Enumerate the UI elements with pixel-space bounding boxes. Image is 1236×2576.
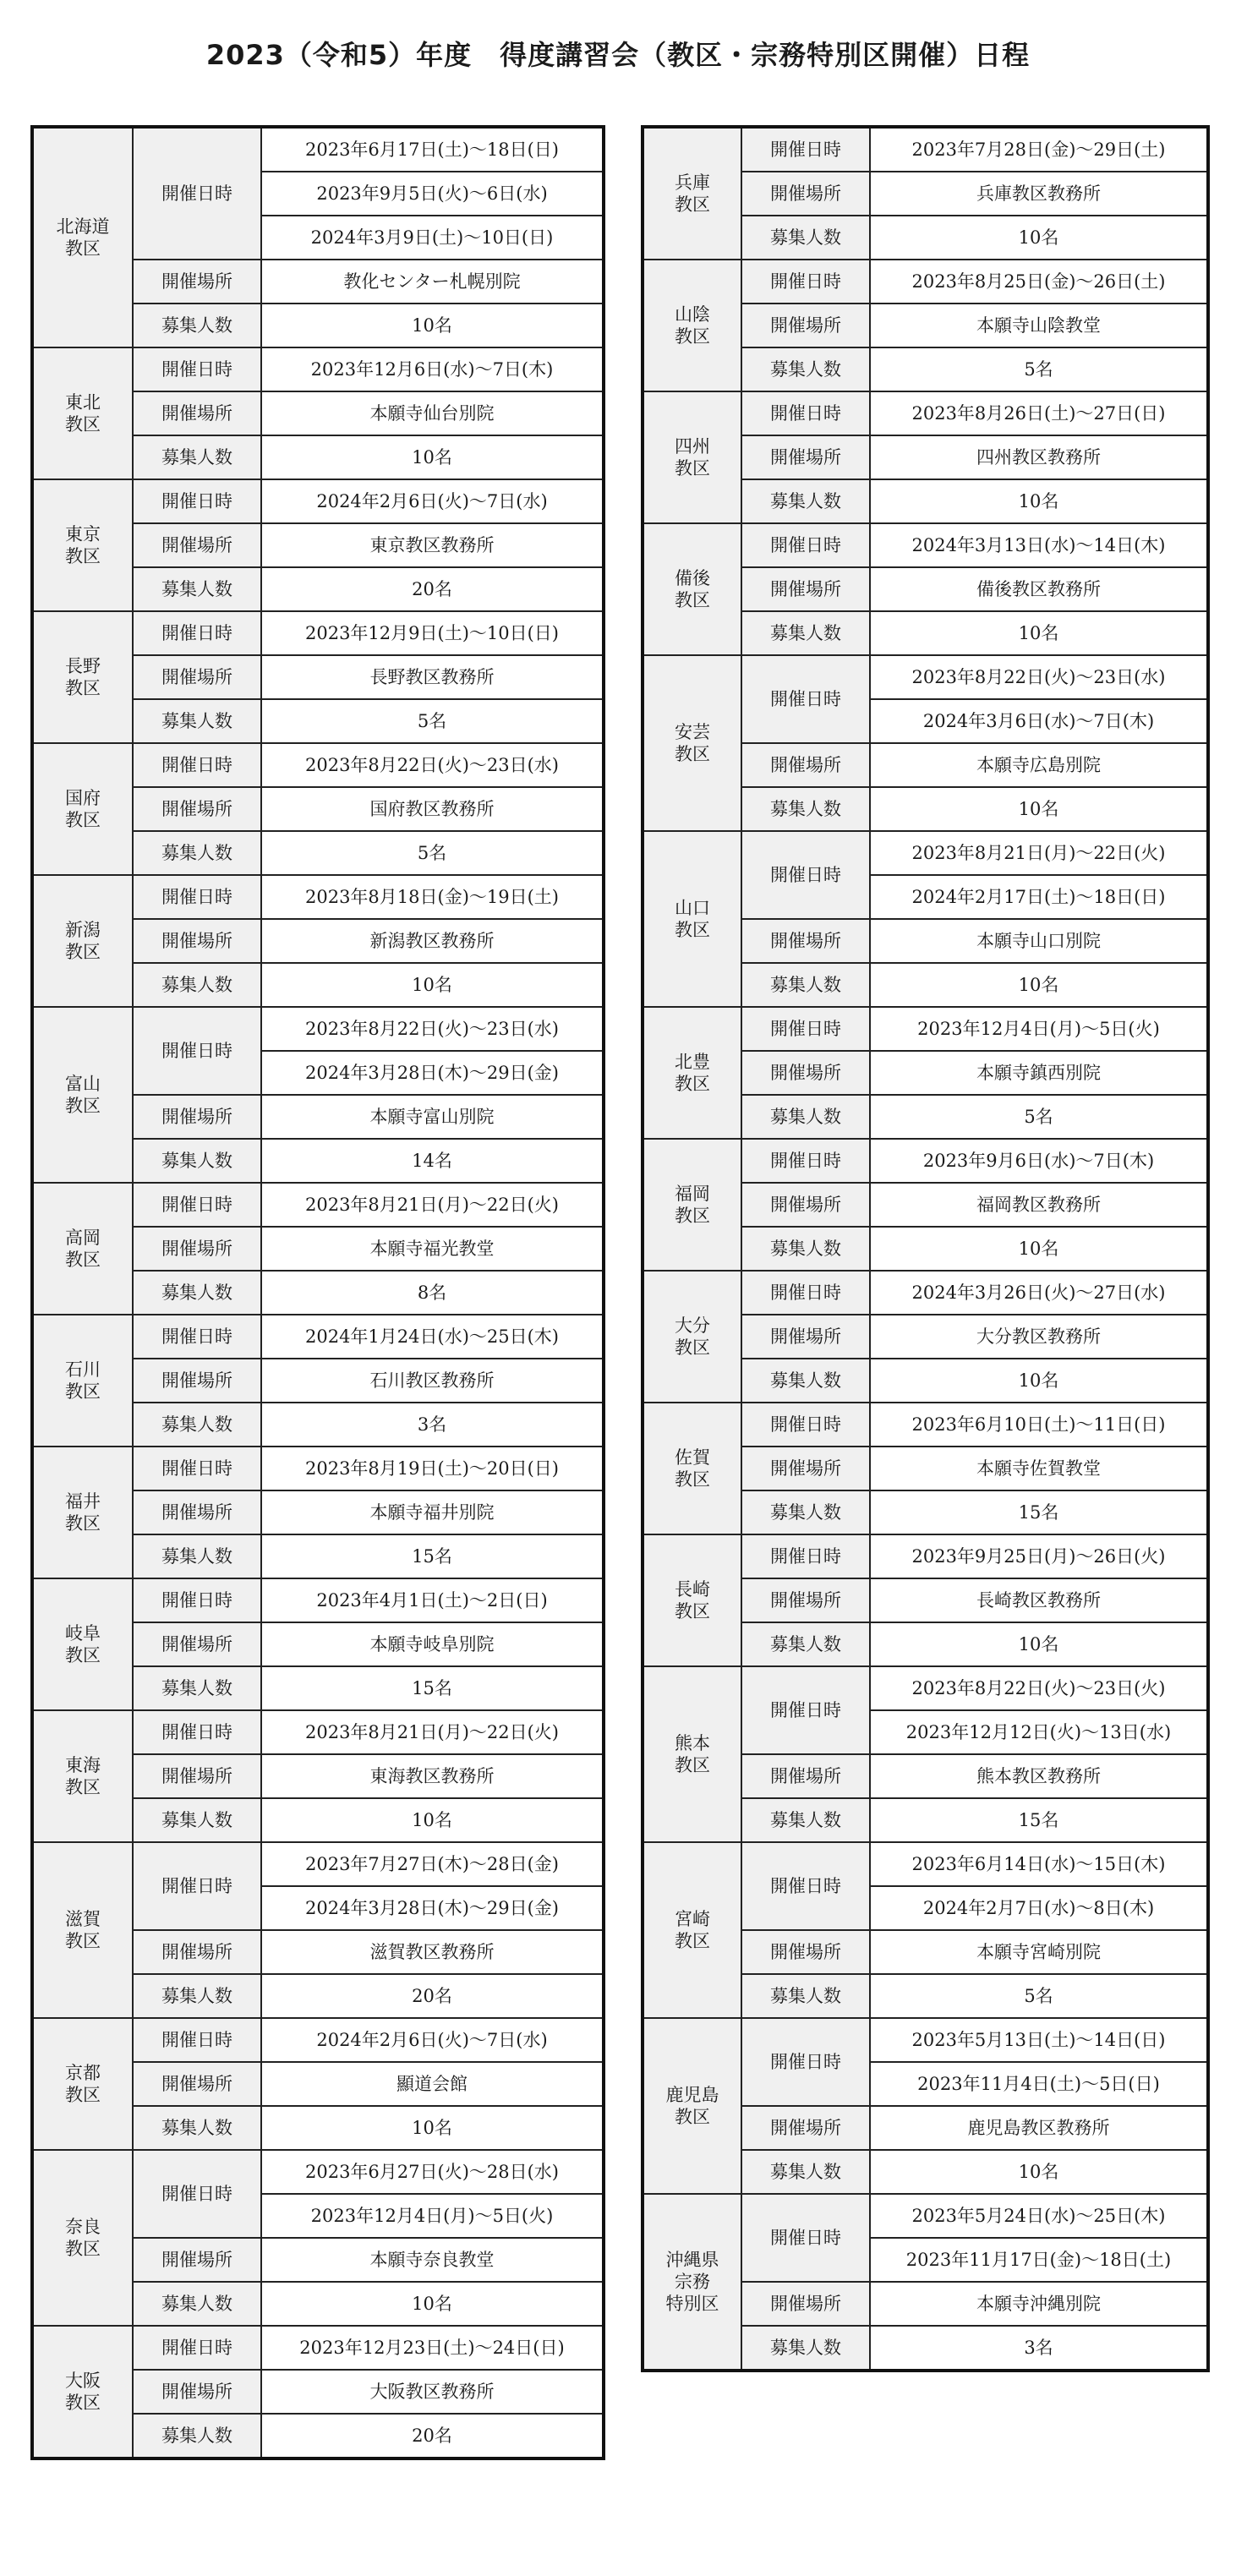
date-value-cell: 2023年8月22日(火)～23日(水) [261, 743, 604, 787]
date-label-cell: 開催日時 [133, 1007, 261, 1095]
district-name-cell: 滋賀 教区 [32, 1842, 133, 2018]
date-label-cell: 開催日時 [741, 2018, 870, 2106]
schedule-table-right [641, 125, 1210, 2372]
venue-value-cell: 長野教区教務所 [261, 655, 604, 699]
capacity-label-cell: 募集人数 [741, 787, 870, 831]
district-name-cell: 石川 教区 [32, 1315, 133, 1447]
date-label-cell: 開催日時 [133, 2018, 261, 2062]
district-name-cell: 高岡 教区 [32, 1183, 133, 1315]
capacity-value-cell: 10名 [261, 2106, 604, 2150]
date-value-cell: 2023年7月28日(金)～29日(土) [870, 127, 1208, 172]
date-value-cell: 2023年8月22日(火)～23日(水) [870, 655, 1208, 699]
date-label-cell: 開催日時 [133, 1710, 261, 1754]
venue-label-cell: 開催場所 [741, 1754, 870, 1798]
venue-label-cell: 開催場所 [133, 655, 261, 699]
capacity-label-cell: 募集人数 [741, 347, 870, 391]
venue-value-cell: 大分教区教務所 [870, 1315, 1208, 1359]
date-label-cell: 開催日時 [741, 2194, 870, 2282]
capacity-label-cell: 募集人数 [741, 1490, 870, 1534]
venue-value-cell: 顯道会館 [261, 2062, 604, 2106]
venue-value-cell: 本願寺佐賀教堂 [870, 1447, 1208, 1490]
capacity-value-cell: 10名 [261, 963, 604, 1007]
date-label-cell: 開催日時 [133, 2326, 261, 2370]
capacity-label-cell: 募集人数 [133, 2282, 261, 2326]
capacity-value-cell: 10名 [261, 1798, 604, 1842]
venue-label-cell: 開催場所 [133, 1095, 261, 1139]
venue-label-cell: 開催場所 [741, 2106, 870, 2150]
venue-label-cell: 開催場所 [133, 787, 261, 831]
table-row [32, 2150, 604, 2194]
venue-value-cell: 滋賀教区教務所 [261, 1930, 604, 1974]
right-schedule-column [641, 125, 1210, 2372]
capacity-value-cell: 20名 [261, 567, 604, 611]
table-row [32, 1842, 604, 1886]
district-name-cell: 東京 教区 [32, 479, 133, 611]
table-row [32, 2018, 604, 2062]
venue-value-cell: 国府教区教務所 [261, 787, 604, 831]
capacity-value-cell: 3名 [870, 2326, 1208, 2371]
date-value-cell: 2024年2月17日(土)～18日(日) [870, 875, 1208, 919]
venue-label-cell: 開催場所 [133, 2062, 261, 2106]
date-value-cell: 2023年8月21日(月)～22日(火) [261, 1183, 604, 1227]
date-value-cell: 2023年8月18日(金)～19日(土) [261, 875, 604, 919]
venue-value-cell: 長崎教区教務所 [870, 1578, 1208, 1622]
table-row [643, 1842, 1208, 1886]
capacity-value-cell: 3名 [261, 1403, 604, 1447]
capacity-label-cell: 募集人数 [741, 1095, 870, 1139]
table-row [32, 347, 604, 391]
capacity-label-cell: 募集人数 [133, 699, 261, 743]
venue-label-cell: 開催場所 [133, 260, 261, 304]
capacity-value-cell: 15名 [261, 1666, 604, 1710]
date-value-cell: 2023年12月12日(火)～13日(水) [870, 1710, 1208, 1754]
district-name-cell: 奈良 教区 [32, 2150, 133, 2326]
capacity-value-cell: 10名 [870, 787, 1208, 831]
capacity-label-cell: 募集人数 [133, 831, 261, 875]
venue-label-cell: 開催場所 [741, 1315, 870, 1359]
district-name-cell: 岐阜 教区 [32, 1578, 133, 1710]
table-row [643, 2194, 1208, 2238]
date-value-cell: 2023年5月13日(土)～14日(日) [870, 2018, 1208, 2062]
venue-value-cell: 本願寺岐阜別院 [261, 1622, 604, 1666]
venue-value-cell: 本願寺奈良教堂 [261, 2238, 604, 2282]
date-label-cell: 開催日時 [133, 611, 261, 655]
date-value-cell: 2023年6月14日(水)～15日(木) [870, 1842, 1208, 1886]
table-row [32, 1315, 604, 1359]
date-value-cell: 2023年8月21日(月)～22日(火) [261, 1710, 604, 1754]
capacity-label-cell: 募集人数 [741, 1622, 870, 1666]
capacity-label-cell: 募集人数 [741, 1974, 870, 2018]
capacity-label-cell: 募集人数 [133, 1974, 261, 2018]
district-name-cell: 富山 教区 [32, 1007, 133, 1183]
capacity-label-cell: 募集人数 [741, 2150, 870, 2194]
date-value-cell: 2023年8月22日(火)～23日(火) [870, 1666, 1208, 1710]
venue-label-cell: 開催場所 [133, 1227, 261, 1271]
venue-label-cell: 開催場所 [741, 1578, 870, 1622]
capacity-value-cell: 5名 [261, 831, 604, 875]
date-label-cell: 開催日時 [741, 391, 870, 435]
capacity-value-cell: 10名 [261, 2282, 604, 2326]
venue-label-cell: 開催場所 [741, 172, 870, 216]
date-label-cell: 開催日時 [741, 1139, 870, 1183]
capacity-label-cell: 募集人数 [741, 1227, 870, 1271]
date-value-cell: 2023年7月27日(木)～28日(金) [261, 1842, 604, 1886]
date-value-cell: 2023年6月17日(土)～18日(日) [261, 127, 604, 172]
table-row [32, 1578, 604, 1622]
venue-label-cell: 開催場所 [133, 523, 261, 567]
venue-label-cell: 開催場所 [133, 1930, 261, 1974]
table-row [32, 875, 604, 919]
date-label-cell: 開催日時 [133, 875, 261, 919]
date-label-cell: 開催日時 [741, 831, 870, 919]
capacity-label-cell: 募集人数 [741, 479, 870, 523]
date-label-cell: 開催日時 [133, 743, 261, 787]
venue-value-cell: 福岡教区教務所 [870, 1183, 1208, 1227]
venue-label-cell: 開催場所 [133, 1490, 261, 1534]
date-value-cell: 2023年9月5日(火)～6日(水) [261, 172, 604, 216]
venue-value-cell: 本願寺鎮西別院 [870, 1051, 1208, 1095]
table-row [643, 655, 1208, 699]
district-name-cell: 長崎 教区 [643, 1534, 741, 1666]
date-value-cell: 2023年8月26日(土)～27日(日) [870, 391, 1208, 435]
district-name-cell: 京都 教区 [32, 2018, 133, 2150]
date-label-cell: 開催日時 [133, 1842, 261, 1930]
table-row [643, 260, 1208, 304]
schedule-table-left [30, 125, 605, 2460]
venue-label-cell: 開催場所 [741, 435, 870, 479]
capacity-label-cell: 募集人数 [741, 963, 870, 1007]
venue-value-cell: 本願寺山口別院 [870, 919, 1208, 963]
venue-value-cell: 本願寺福光教堂 [261, 1227, 604, 1271]
date-value-cell: 2023年4月1日(土)～2日(日) [261, 1578, 604, 1622]
date-label-cell: 開催日時 [741, 127, 870, 172]
capacity-label-cell: 募集人数 [133, 2414, 261, 2458]
district-name-cell: 備後 教区 [643, 523, 741, 655]
district-name-cell: 山口 教区 [643, 831, 741, 1007]
district-name-cell: 福岡 教区 [643, 1139, 741, 1271]
date-value-cell: 2024年2月6日(火)～7日(水) [261, 2018, 604, 2062]
venue-label-cell: 開催場所 [133, 391, 261, 435]
venue-label-cell: 開催場所 [133, 1754, 261, 1798]
capacity-value-cell: 10名 [870, 1359, 1208, 1403]
table-row [643, 1007, 1208, 1051]
date-value-cell: 2024年1月24日(水)～25日(木) [261, 1315, 604, 1359]
table-row [32, 127, 604, 172]
capacity-value-cell: 15名 [870, 1490, 1208, 1534]
district-name-cell: 東海 教区 [32, 1710, 133, 1842]
capacity-label-cell: 募集人数 [133, 963, 261, 1007]
date-value-cell: 2023年12月4日(月)～5日(火) [261, 2194, 604, 2238]
date-value-cell: 2023年8月19日(土)～20日(日) [261, 1447, 604, 1490]
district-name-cell: 山陰 教区 [643, 260, 741, 391]
district-name-cell: 佐賀 教区 [643, 1403, 741, 1534]
venue-label-cell: 開催場所 [741, 919, 870, 963]
venue-value-cell: 本願寺沖縄別院 [870, 2282, 1208, 2326]
date-label-cell: 開催日時 [741, 655, 870, 743]
venue-label-cell: 開催場所 [133, 2370, 261, 2414]
venue-value-cell: 教化センター札幌別院 [261, 260, 604, 304]
date-label-cell: 開催日時 [133, 1578, 261, 1622]
date-value-cell: 2024年3月28日(木)～29日(金) [261, 1051, 604, 1095]
table-row [643, 1139, 1208, 1183]
date-label-cell: 開催日時 [741, 260, 870, 304]
date-value-cell: 2023年8月25日(金)～26日(土) [870, 260, 1208, 304]
capacity-label-cell: 募集人数 [133, 2106, 261, 2150]
district-name-cell: 鹿児島 教区 [643, 2018, 741, 2194]
date-value-cell: 2023年12月4日(月)～5日(火) [870, 1007, 1208, 1051]
date-label-cell: 開催日時 [741, 1666, 870, 1754]
date-label-cell: 開催日時 [133, 127, 261, 260]
date-value-cell: 2024年3月9日(土)～10日(日) [261, 216, 604, 260]
capacity-label-cell: 募集人数 [741, 2326, 870, 2371]
date-value-cell: 2023年8月21日(月)～22日(火) [870, 831, 1208, 875]
venue-value-cell: 本願寺富山別院 [261, 1095, 604, 1139]
date-value-cell: 2024年3月28日(木)～29日(金) [261, 1886, 604, 1930]
capacity-label-cell: 募集人数 [133, 1798, 261, 1842]
capacity-value-cell: 5名 [870, 347, 1208, 391]
venue-value-cell: 本願寺広島別院 [870, 743, 1208, 787]
date-value-cell: 2024年3月6日(水)～7日(木) [870, 699, 1208, 743]
date-label-cell: 開催日時 [741, 1271, 870, 1315]
venue-value-cell: 大阪教区教務所 [261, 2370, 604, 2414]
venue-label-cell: 開催場所 [741, 567, 870, 611]
venue-value-cell: 本願寺宮崎別院 [870, 1930, 1208, 1974]
capacity-value-cell: 20名 [261, 1974, 604, 2018]
district-name-cell: 福井 教区 [32, 1447, 133, 1578]
date-value-cell: 2023年12月9日(土)～10日(日) [261, 611, 604, 655]
venue-label-cell: 開催場所 [133, 1622, 261, 1666]
date-value-cell: 2023年5月24日(水)～25日(木) [870, 2194, 1208, 2238]
district-name-cell: 沖縄県 宗務 特別区 [643, 2194, 741, 2371]
capacity-value-cell: 10名 [870, 963, 1208, 1007]
table-row [643, 1271, 1208, 1315]
capacity-label-cell: 募集人数 [741, 611, 870, 655]
date-value-cell: 2023年9月25日(月)～26日(火) [870, 1534, 1208, 1578]
date-label-cell: 開催日時 [741, 523, 870, 567]
capacity-label-cell: 募集人数 [741, 1359, 870, 1403]
venue-label-cell: 開催場所 [741, 304, 870, 347]
venue-label-cell: 開催場所 [741, 1051, 870, 1095]
venue-value-cell: 本願寺仙台別院 [261, 391, 604, 435]
table-row [643, 2018, 1208, 2062]
district-name-cell: 北豊 教区 [643, 1007, 741, 1139]
date-value-cell: 2023年8月22日(火)～23日(水) [261, 1007, 604, 1051]
table-row [32, 1007, 604, 1051]
district-name-cell: 宮崎 教区 [643, 1842, 741, 2018]
venue-label-cell: 開催場所 [741, 1930, 870, 1974]
table-row [643, 391, 1208, 435]
date-label-cell: 開催日時 [741, 1007, 870, 1051]
district-name-cell: 安芸 教区 [643, 655, 741, 831]
capacity-value-cell: 20名 [261, 2414, 604, 2458]
table-row [643, 523, 1208, 567]
capacity-label-cell: 募集人数 [133, 304, 261, 347]
date-value-cell: 2023年6月10日(土)～11日(日) [870, 1403, 1208, 1447]
capacity-label-cell: 募集人数 [133, 1666, 261, 1710]
capacity-label-cell: 募集人数 [133, 1271, 261, 1315]
table-row [643, 831, 1208, 875]
capacity-value-cell: 15名 [870, 1798, 1208, 1842]
district-name-cell: 北海道 教区 [32, 127, 133, 347]
venue-value-cell: 熊本教区教務所 [870, 1754, 1208, 1798]
district-name-cell: 長野 教区 [32, 611, 133, 743]
table-row [32, 2326, 604, 2370]
date-value-cell: 2024年2月7日(水)～8日(木) [870, 1886, 1208, 1930]
capacity-value-cell: 5名 [261, 699, 604, 743]
date-value-cell: 2023年6月27日(火)～28日(水) [261, 2150, 604, 2194]
venue-label-cell: 開催場所 [133, 919, 261, 963]
venue-value-cell: 兵庫教区教務所 [870, 172, 1208, 216]
capacity-label-cell: 募集人数 [741, 1798, 870, 1842]
district-name-cell: 大分 教区 [643, 1271, 741, 1403]
capacity-label-cell: 募集人数 [133, 1534, 261, 1578]
capacity-value-cell: 10名 [261, 304, 604, 347]
date-label-cell: 開催日時 [133, 1447, 261, 1490]
date-label-cell: 開催日時 [133, 1183, 261, 1227]
capacity-value-cell: 10名 [870, 2150, 1208, 2194]
venue-value-cell: 鹿児島教区教務所 [870, 2106, 1208, 2150]
capacity-value-cell: 14名 [261, 1139, 604, 1183]
capacity-value-cell: 10名 [870, 479, 1208, 523]
venue-value-cell: 備後教区教務所 [870, 567, 1208, 611]
date-value-cell: 2023年11月17日(金)～18日(土) [870, 2238, 1208, 2282]
table-row [32, 743, 604, 787]
venue-label-cell: 開催場所 [133, 2238, 261, 2282]
table-row [32, 1183, 604, 1227]
district-name-cell: 四州 教区 [643, 391, 741, 523]
venue-label-cell: 開催場所 [741, 2282, 870, 2326]
capacity-value-cell: 10名 [870, 1622, 1208, 1666]
district-name-cell: 国府 教区 [32, 743, 133, 875]
capacity-value-cell: 10名 [261, 435, 604, 479]
date-value-cell: 2024年3月26日(火)～27日(水) [870, 1271, 1208, 1315]
date-label-cell: 開催日時 [741, 1842, 870, 1930]
venue-value-cell: 新潟教区教務所 [261, 919, 604, 963]
venue-value-cell: 本願寺山陰教堂 [870, 304, 1208, 347]
table-row [32, 479, 604, 523]
venue-value-cell: 東海教区教務所 [261, 1754, 604, 1798]
capacity-value-cell: 15名 [261, 1534, 604, 1578]
page-title: 2023（令和5）年度 得度講習会（教区・宗務特別区開催）日程 [205, 39, 1031, 71]
capacity-value-cell: 5名 [870, 1974, 1208, 2018]
date-label-cell: 開催日時 [741, 1403, 870, 1447]
date-label-cell: 開催日時 [133, 347, 261, 391]
table-row [643, 1666, 1208, 1710]
venue-value-cell: 四州教区教務所 [870, 435, 1208, 479]
venue-label-cell: 開催場所 [741, 743, 870, 787]
date-label-cell: 開催日時 [133, 2150, 261, 2238]
district-name-cell: 熊本 教区 [643, 1666, 741, 1842]
date-value-cell: 2023年12月23日(土)～24日(日) [261, 2326, 604, 2370]
district-name-cell: 新潟 教区 [32, 875, 133, 1007]
date-value-cell: 2023年9月6日(水)～7日(木) [870, 1139, 1208, 1183]
capacity-value-cell: 10名 [870, 611, 1208, 655]
left-schedule-column [30, 125, 605, 2460]
date-value-cell: 2023年11月4日(土)～5日(日) [870, 2062, 1208, 2106]
capacity-label-cell: 募集人数 [741, 216, 870, 260]
district-name-cell: 兵庫 教区 [643, 127, 741, 260]
capacity-label-cell: 募集人数 [133, 567, 261, 611]
venue-value-cell: 石川教区教務所 [261, 1359, 604, 1403]
capacity-value-cell: 10名 [870, 216, 1208, 260]
table-row [32, 1710, 604, 1754]
capacity-value-cell: 5名 [870, 1095, 1208, 1139]
date-value-cell: 2024年2月6日(火)～7日(水) [261, 479, 604, 523]
date-label-cell: 開催日時 [741, 1534, 870, 1578]
table-row [643, 1534, 1208, 1578]
date-label-cell: 開催日時 [133, 479, 261, 523]
table-row [32, 611, 604, 655]
capacity-label-cell: 募集人数 [133, 1403, 261, 1447]
district-name-cell: 大阪 教区 [32, 2326, 133, 2458]
venue-label-cell: 開催場所 [741, 1447, 870, 1490]
venue-value-cell: 東京教区教務所 [261, 523, 604, 567]
venue-value-cell: 本願寺福井別院 [261, 1490, 604, 1534]
table-row [32, 1447, 604, 1490]
table-row [643, 127, 1208, 172]
capacity-value-cell: 8名 [261, 1271, 604, 1315]
date-value-cell: 2024年3月13日(水)～14日(木) [870, 523, 1208, 567]
capacity-label-cell: 募集人数 [133, 1139, 261, 1183]
capacity-value-cell: 10名 [870, 1227, 1208, 1271]
venue-label-cell: 開催場所 [741, 1183, 870, 1227]
date-value-cell: 2023年12月6日(水)～7日(木) [261, 347, 604, 391]
capacity-label-cell: 募集人数 [133, 435, 261, 479]
district-name-cell: 東北 教区 [32, 347, 133, 479]
table-row [643, 1403, 1208, 1447]
date-label-cell: 開催日時 [133, 1315, 261, 1359]
venue-label-cell: 開催場所 [133, 1359, 261, 1403]
